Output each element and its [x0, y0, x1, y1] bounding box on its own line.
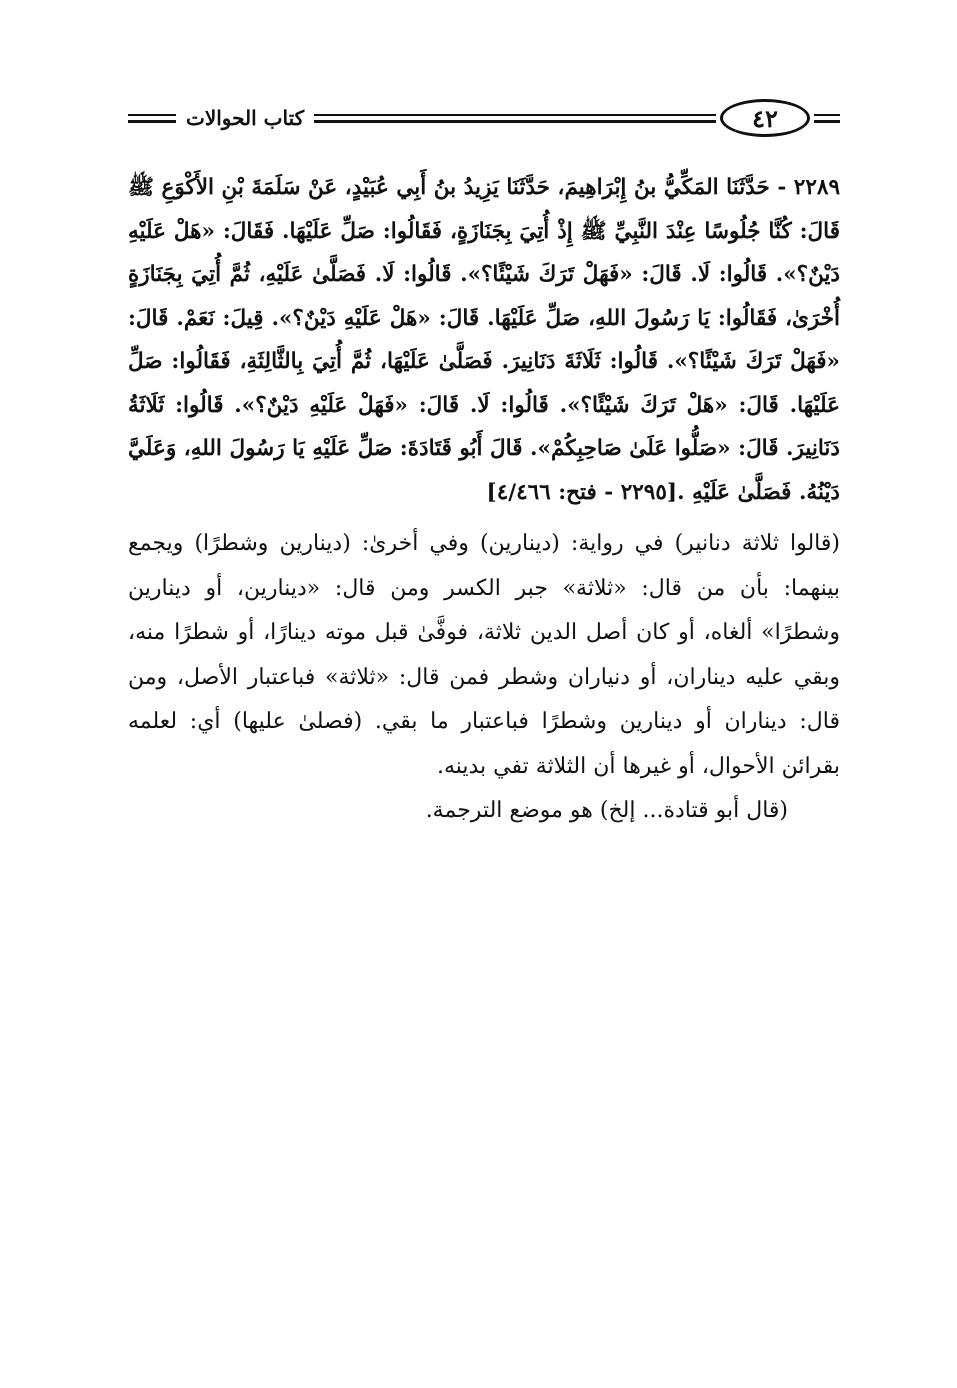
page-content	[128, 166, 840, 834]
commentary-paragraph: (قالوا ثلاثة دنانير) في رواية: (دينارين) وفي أخرىٰ: (دينارين وشطرًا) ويجمع بينهما: بأن من قال: «ثلاثة» جبر الكسر ومن قال: «دينارين، أو دينارين وشطرًا» ألغاه، أو كان أصل الدين ثلاثة، فوفَّىٰ قبل موته دينارًا، أو شطرًا منه، وبقي عليه ديناران، أو دنياران وشطر فمن قال: «ثلاثة» فباعتبار الأصل، ومن قال: ديناران أو دينارين وشطرًا فباعتبار ما بقي. (فصلىٰ عليها) أي: لعلمه بقرائن الأحوال، أو غيرها أن الثلاثة تفي بدينه.	[128, 531, 840, 779]
book-title: كتاب الحوالات	[186, 106, 305, 130]
header-rule-left	[128, 114, 176, 123]
commentary-paragraph: (قال أبو قتادة... إلخ) هو موضع الترجمة.	[425, 798, 788, 823]
header-rule-middle	[314, 114, 716, 123]
hadith-text: ٢٢٨٩ - حَدَّثَنَا المَكِّيُّ بنُ إِبْرَاهِيمَ، حَدَّثَنَا يَزِيدُ بنُ أَبِي عُبَيْدٍ، عَنْ سَلَمَةَ بْنِ الأَكْوَعِ ﷺ قَالَ: كُنَّا جُلُوسًا عِنْدَ النَّبِيِّ ﷺ إِذْ أُتِيَ بِجَنَازَةٍ، فَقَالُوا: صَلِّ عَلَيْهَا. فَقَالَ: «هَلْ عَلَيْهِ دَيْنٌ؟». قَالُوا: لَا. قَالَ: «فَهَلْ تَرَكَ شَيْئًا؟». قَالُوا: لَا. فَصَلَّىٰ عَلَيْهِ، ثُمَّ أُتِيَ بِجَنَازَةٍ أُخْرَىٰ، فَقَالُوا: يَا رَسُولَ اللهِ، صَلِّ عَلَيْهَا. قَالَ: «هَلْ عَلَيْهِ دَيْنٌ؟». قِيلَ: نَعَمْ. قَالَ: «فَهَلْ تَرَكَ شَيْئًا؟». قَالُوا: ثَلَاثَةَ دَنَانِيرَ. فَصَلَّىٰ عَلَيْهَا، ثُمَّ أُتِيَ بِالثَّالِثَةِ، فَقَالُوا: صَلِّ عَلَيْهَا. قَالَ: «هَلْ تَرَكَ شَيْئًا؟». قَالُوا: لَا. قَالَ: «فَهَلْ عَلَيْهِ دَيْنٌ؟». قَالُوا: ثَلَاثَةُ دَنَانِيرَ. قَالَ: «صَلُّوا عَلَىٰ صَاحِبِكُمْ». قَالَ أَبُو قَتَادَةَ: صَلِّ عَلَيْهِ يَا رَسُولَ اللهِ، وَعَلَيَّ دَيْنُهُ. فَصَلَّىٰ عَلَيْهِ .[٢٢٩٥ - فتح: ٤/٤٦٦]	[128, 175, 840, 505]
header-rule-right	[814, 114, 840, 123]
commentary-block	[128, 522, 840, 834]
page-header	[128, 96, 840, 140]
page-number-badge: ٤٢	[720, 99, 810, 137]
hadith-block	[128, 166, 840, 514]
